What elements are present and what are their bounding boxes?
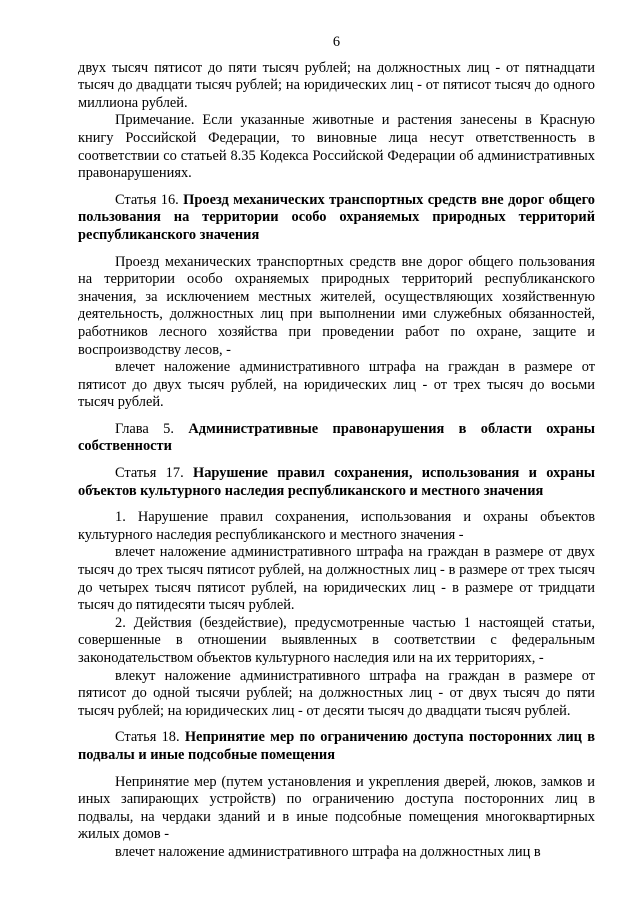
- article-17-title: Нарушение правил сохранения, использования и охраны объектов культурного наследия республиканского и местного значения: [78, 465, 595, 499]
- article-17-part-1: 1. Нарушение правил сохранения, использования и охраны объектов культурного наследия республиканского и местного значения -: [78, 509, 595, 543]
- article-17-part-1-penalty: влечет наложение административного штрафа на граждан в размере от двух тысяч до трех тысяч пятисот рублей, на должностных лиц - в размере от трех тысяч до четырех тысяч пятисот рублей, на юридических лиц - в размере от тридцати тысяч до пятидесяти тысяч рублей.: [78, 544, 595, 614]
- article-17-part-2-penalty: влекут наложение административного штрафа на граждан в размере от пятисот до одной тысячи рублей; на должностных лиц - от двух тысяч до пяти тысяч рублей; на юридических лиц - от десяти тысяч до двадцати тысяч рублей.: [78, 667, 595, 719]
- article-18-title: Непринятие мер по ограничению доступа посторонних лиц в подвалы и иные подсобные помещения: [78, 729, 595, 763]
- note-paragraph: Примечание. Если указанные животные и растения занесены в Красную книгу Российской Федерации, то виновные лица несут ответственность в соответствии со статьей 8.35 Кодекса Российской Федерации об административных правонарушениях.: [78, 112, 595, 182]
- chapter-5-prefix: Глава 5.: [115, 420, 189, 437]
- article-16-prefix: Статья 16.: [115, 191, 184, 208]
- article-18-penalty: влечет наложение административного штрафа на должностных лиц в: [115, 843, 541, 860]
- article-18-prefix: Статья 18.: [115, 729, 185, 746]
- article-16-heading: [78, 192, 595, 245]
- page-number: 6: [332, 34, 341, 50]
- paragraph-continuation: двух тысяч пятисот до пяти тысяч рублей; на должностных лиц - от пятнадцати тысяч до двадцати тысяч рублей; на юридических лиц - от пятисот тысяч до одного миллиона рублей.: [78, 59, 595, 111]
- article-16-text: Проезд механических транспортных средств вне дорог общего пользования на территории особо охраняемых природных территорий республиканского значения, за исключением местных жителей, осуществляющих хозяйственную деятельность, должностных лиц при выполнении ими служебных обязанностей, работников лесного хозяйства при проведении работ по охране, защите и воспроизводству лесов, -: [78, 253, 595, 358]
- article-16-title: Проезд механических транспортных средств вне дорог общего пользования на территории особо охраняемых природных территорий республиканского значения: [78, 191, 595, 243]
- article-18-text: Непринятие мер (путем установления и укрепления дверей, люков, замков и иных запирающих устройств) по ограничению доступа посторонних лиц в подвалы, на чердаки зданий и в иные подсобные помещения многоквартирных жилых домов -: [78, 773, 595, 843]
- article-17-part-2: 2. Действия (бездействие), предусмотренные частью 1 настоящей статьи, совершенные в отношении выявленных в соответствии с федеральным законодательством объектов культурного наследия или на их территориях, -: [78, 614, 595, 666]
- article-17-heading: [78, 465, 595, 500]
- article-18-heading: [78, 729, 595, 764]
- chapter-5-title: Административные правонарушения в области охраны собственности: [78, 420, 595, 455]
- chapter-5-heading: [78, 421, 595, 456]
- article-16-penalty: влечет наложение административного штрафа на граждан в размере от пятисот до двух тысяч рублей, на юридических лиц - от трех тысяч до восьми тысяч рублей.: [78, 359, 595, 411]
- article-17-prefix: Статья 17.: [115, 465, 193, 482]
